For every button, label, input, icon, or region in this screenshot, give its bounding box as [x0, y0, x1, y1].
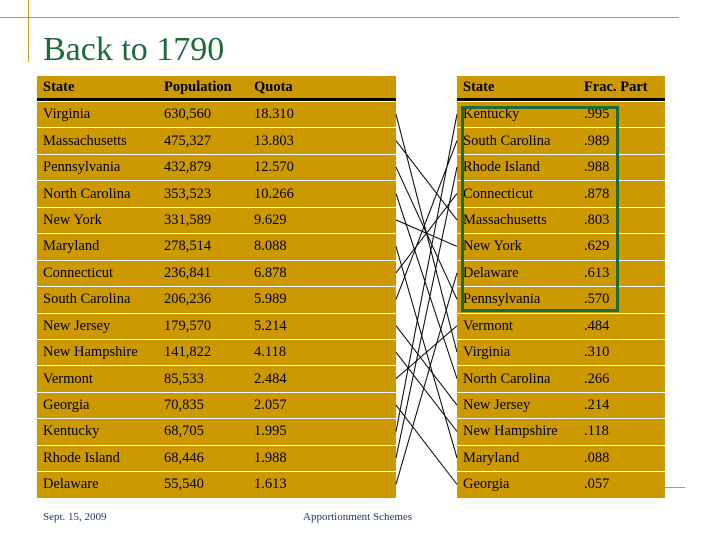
mapping-line [396, 167, 457, 299]
quota-table-row [37, 101, 396, 127]
cell-state: New York [43, 211, 102, 228]
cell-quota: 1.988 [254, 449, 287, 466]
cell-fraction: .613 [584, 264, 610, 281]
row-band-extension [307, 261, 396, 286]
cell-state: Georgia [43, 397, 90, 414]
cell-state: Vermont [43, 370, 93, 387]
row-band-extension [307, 419, 396, 444]
cell-quota: 9.629 [254, 211, 287, 228]
cell-state: Pennsylvania [463, 291, 541, 308]
cell-state: North Carolina [463, 370, 551, 387]
mapping-line [396, 273, 457, 485]
mapping-line [396, 114, 457, 431]
quota-table-row [37, 154, 396, 180]
cell-state: Massachusetts [43, 132, 127, 149]
header-population: Population [164, 78, 232, 95]
fraction-table-row [457, 260, 665, 286]
cell-state: Virginia [463, 344, 511, 361]
cell-fraction: .310 [584, 344, 610, 361]
row-band-extension [307, 234, 396, 259]
cell-quota: 18.310 [254, 106, 294, 123]
mapping-line [396, 246, 457, 458]
cell-quota: 4.118 [254, 344, 287, 361]
mapping-line [396, 167, 457, 458]
cell-fraction: .266 [584, 370, 610, 387]
cell-state: Connecticut [43, 264, 114, 281]
fraction-table-row [457, 154, 665, 180]
cell-quota: 2.484 [254, 370, 287, 387]
cell-population: 55,540 [164, 476, 204, 493]
cell-population: 236,841 [164, 264, 212, 281]
cell-fraction: .988 [584, 159, 610, 176]
fraction-table-row [457, 313, 665, 339]
fraction-table-row [457, 418, 665, 444]
cell-state: Rhode Island [43, 449, 120, 466]
mapping-line [396, 194, 457, 273]
cell-quota: 5.989 [254, 291, 287, 308]
quota-table-row [37, 392, 396, 418]
quota-table-row [37, 233, 396, 259]
quota-table-header [37, 76, 396, 101]
cell-state: Connecticut [463, 185, 534, 202]
cell-population: 206,236 [164, 291, 212, 308]
cell-state: Massachusetts [463, 211, 547, 228]
cell-state: Maryland [463, 449, 520, 466]
slide-title: Back to 1790 [43, 31, 225, 68]
cell-population: 68,705 [164, 423, 204, 440]
mapping-line [396, 220, 457, 246]
cell-state: South Carolina [463, 132, 551, 149]
quota-table-row [37, 365, 396, 391]
quota-table-row [37, 286, 396, 312]
cell-fraction: .057 [584, 476, 610, 493]
cell-quota: 12.570 [254, 159, 294, 176]
cell-fraction: .629 [584, 238, 610, 255]
cell-fraction: .088 [584, 449, 610, 466]
row-band-extension [307, 128, 396, 153]
cell-population: 432,879 [164, 159, 212, 176]
row-band-extension [307, 155, 396, 180]
quota-table-row [37, 418, 396, 444]
fraction-table-row [457, 207, 665, 233]
cell-fraction: .995 [584, 106, 610, 123]
cell-state: New Jersey [43, 317, 111, 334]
row-band-extension [307, 287, 396, 312]
cell-state: Delaware [463, 264, 519, 281]
cell-population: 331,589 [164, 211, 212, 228]
cell-state: Georgia [463, 476, 510, 493]
fraction-table-row [457, 445, 665, 471]
footer-topic: Apportionment Schemes [303, 511, 413, 523]
cell-state: New York [463, 238, 522, 255]
cell-population: 278,514 [164, 238, 212, 255]
row-band-extension [307, 340, 396, 365]
row-band-extension [307, 446, 396, 471]
cell-population: 630,560 [164, 106, 212, 123]
cell-quota: 6.878 [254, 264, 287, 281]
row-band-extension [307, 314, 396, 339]
cell-quota: 1.995 [254, 423, 287, 440]
cell-state: South Carolina [43, 291, 131, 308]
header-quota: Quota [254, 78, 293, 95]
row-band-extension [307, 472, 396, 497]
cell-fraction: .118 [584, 423, 609, 440]
footer-date: Sept. 15, 2009 [43, 511, 107, 523]
header-state: State [43, 78, 75, 95]
cell-quota: 13.803 [254, 132, 294, 149]
cell-fraction: .878 [584, 185, 610, 202]
cell-population: 68,446 [164, 449, 204, 466]
fraction-table-row [457, 101, 665, 127]
quota-table-row [37, 127, 396, 153]
quota-table-row [37, 180, 396, 206]
mapping-line [396, 405, 457, 484]
fraction-table-header [457, 76, 665, 101]
mapping-line [396, 326, 457, 379]
cell-quota: 10.266 [254, 185, 294, 202]
fraction-table-row [457, 286, 665, 312]
cell-state: New Hampshire [43, 344, 138, 361]
cell-population: 475,327 [164, 132, 212, 149]
quota-table-row [37, 313, 396, 339]
mapping-line [396, 141, 457, 220]
row-band-extension [307, 366, 396, 391]
mapping-line [396, 194, 457, 379]
cell-population: 141,822 [164, 344, 212, 361]
quota-table-row [37, 207, 396, 233]
cell-state: Delaware [43, 476, 99, 493]
mapping-line [396, 141, 457, 300]
cell-state: Maryland [43, 238, 100, 255]
cell-fraction: .484 [584, 317, 610, 334]
cell-state: Kentucky [43, 423, 100, 440]
cell-quota: 1.613 [254, 476, 287, 493]
header-state: State [463, 78, 495, 95]
fraction-table-row [457, 233, 665, 259]
cell-fraction: .989 [584, 132, 610, 149]
fraction-table [457, 76, 665, 498]
mapping-line [396, 326, 457, 405]
row-band-extension [307, 102, 396, 127]
fraction-table-row [457, 339, 665, 365]
fraction-table-row [457, 365, 665, 391]
quota-table-row [37, 471, 396, 497]
mapping-line [396, 114, 457, 352]
cell-state: New Jersey [463, 397, 531, 414]
fraction-table-row [457, 180, 665, 206]
cell-population: 179,570 [164, 317, 212, 334]
cell-population: 85,533 [164, 370, 204, 387]
cell-fraction: .214 [584, 397, 610, 414]
cell-quota: 8.088 [254, 238, 287, 255]
cell-state: Rhode Island [463, 159, 540, 176]
row-band-extension [307, 393, 396, 418]
cell-fraction: .570 [584, 291, 610, 308]
fraction-table-row [457, 392, 665, 418]
cell-population: 353,523 [164, 185, 212, 202]
cell-state: Kentucky [463, 106, 520, 123]
fraction-table-row [457, 471, 665, 497]
cell-state: Pennsylvania [43, 159, 121, 176]
header-fraction: Frac. Part [584, 78, 648, 95]
fraction-table-row [457, 127, 665, 153]
cell-population: 70,835 [164, 397, 204, 414]
row-band-extension [307, 76, 396, 98]
cell-state: North Carolina [43, 185, 131, 202]
frame-horizontal-rule [0, 17, 679, 18]
quota-table-row [37, 339, 396, 365]
cell-quota: 2.057 [254, 397, 287, 414]
quota-table-row [37, 445, 396, 471]
cell-quota: 5.214 [254, 317, 287, 334]
quota-table-row [37, 260, 396, 286]
cell-state: Virginia [43, 106, 91, 123]
row-band-extension [307, 181, 396, 206]
mapping-line [396, 352, 457, 431]
quota-table [37, 76, 396, 498]
cell-state: New Hampshire [463, 423, 558, 440]
cell-state: Vermont [463, 317, 513, 334]
row-band-extension [307, 208, 396, 233]
frame-vertical-rule [28, 0, 29, 62]
cell-fraction: .803 [584, 211, 610, 228]
